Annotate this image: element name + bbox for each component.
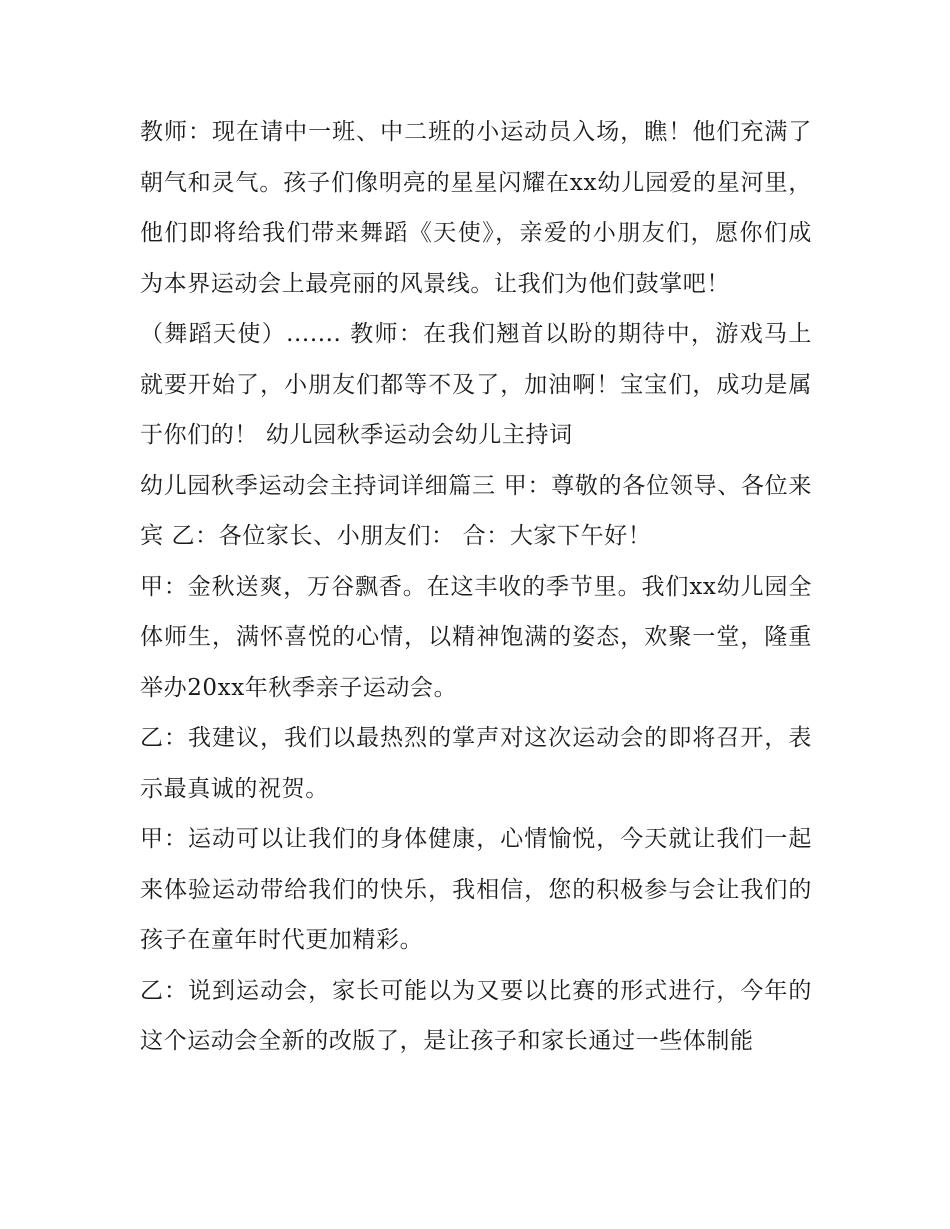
paragraph-dance-angel: （舞蹈天使）....... 教师：在我们翘首以盼的期待中，游戏马上就要开始了，小朋友们都等不及了，加油啊！宝宝们，成功是属于你们的！ 幼儿园秋季运动会幼儿主持词 (140, 321, 812, 448)
paragraph-yi-sports-meet: 乙：说到运动会，家长可能以为又要以比赛的形式进行，今年的这个运动会全新的改版了，是让孩子和家长通过一些体制能 (140, 977, 812, 1054)
paragraph-yi-applause: 乙：我建议，我们以最热烈的掌声对这次运动会的即将召开，表示最真诚的祝贺。 (140, 725, 812, 802)
paragraph-jia-health: 甲：运动可以让我们的身体健康，心情愉悦，今天就让我们一起来体验运动带给我们的快乐，我相信，您的积极参与会让我们的孩子在童年时代更加精彩。 (140, 826, 812, 953)
document-body (140, 107, 812, 1067)
paragraph-jia-autumn: 甲：金秋送爽，万谷飘香。在这丰收的季节里。我们xx幼儿园全体师生，满怀喜悦的心情，以精神饱满的姿态，欢聚一堂，隆重举办20xx年秋季亲子运动会。 (140, 573, 812, 701)
paragraph-section-three-opening: 幼儿园秋季运动会主持词详细篇三 甲：尊敬的各位领导、各位来宾 乙：各位家长、小朋友们： 合：大家下午好！ (140, 472, 812, 549)
paragraph-teacher-intro: 教师：现在请中一班、中二班的小运动员入场，瞧！他们充满了朝气和灵气。孩子们像明亮的星星闪耀在xx幼儿园爱的星河里，他们即将给我们带来舞蹈《天使》，亲爱的小朋友们，愿你们成为本界运动会上最亮丽的风景线。让我们为他们鼓掌吧！ (140, 119, 812, 297)
